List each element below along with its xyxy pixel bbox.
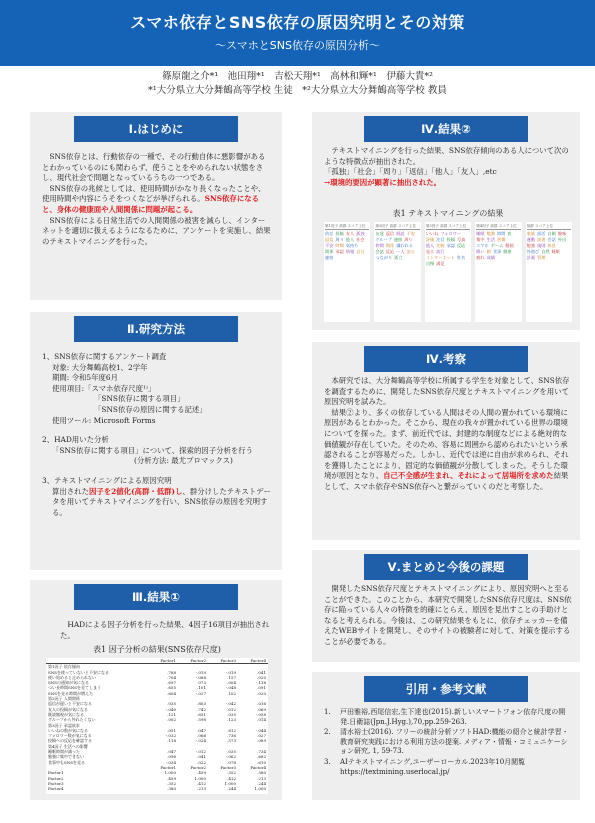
reference-text: AIテキストマイニング,ユーザーローカル.2023年10月閲覧 https://textmining.userlocal.jp/ <box>340 757 526 776</box>
text-mining-word: 部活 <box>537 231 546 236</box>
text-mining-word: 有名 <box>456 255 466 260</box>
text-mining-word: 睡眠 <box>551 249 560 254</box>
reference-number: 3. <box>324 757 331 766</box>
factor-loading: .682 <box>257 754 266 760</box>
intro-heading: Ⅰ.はじめに <box>74 116 238 142</box>
text-mining-word: 返信 <box>385 231 395 236</box>
text-mining-word: 情報 <box>345 249 355 254</box>
text-mining-word: 連絡 <box>393 237 403 242</box>
factor-item-label: Factor2 <box>48 775 64 781</box>
text-mining-column-header: 第2因子 高群 スコア上位 <box>375 223 419 230</box>
factor-loading: .041 <box>197 754 206 760</box>
reference-item <box>324 708 572 727</box>
text-mining-word: 周り <box>404 237 413 242</box>
method-body <box>42 352 274 518</box>
factor-loading: .047 <box>197 727 206 733</box>
summary-section <box>312 550 580 662</box>
factor-loading: 1.000 <box>194 775 206 781</box>
factor-loading: Factor3 <box>208 658 238 664</box>
text-mining-word: 既読 <box>396 231 405 236</box>
text-mining-column <box>324 222 370 322</box>
factor-item-label: 使い始めると止められない <box>48 674 96 680</box>
factor-loading: Factor1 <box>148 658 178 664</box>
factor-loading: .412 <box>197 780 206 786</box>
factor-loading: .604 <box>167 690 176 696</box>
factor-item-label: いいねの数が気になる <box>48 727 88 733</box>
text-mining-word: 周り <box>335 237 344 242</box>
factor-loading: -.088 <box>195 674 206 680</box>
poster-title: スマホ依存とSNS依存の原因究明とその対策 <box>130 13 465 32</box>
factor-loading: .020 <box>257 690 266 696</box>
factor-loading: .069 <box>257 706 266 712</box>
factor-item-label: Factor1 <box>48 770 64 776</box>
factor-loading: -.118 <box>255 680 266 686</box>
method-heading: Ⅱ.研究方法 <box>74 316 238 342</box>
factor-loading: -.019 <box>225 669 236 675</box>
factor-loading: .352 <box>167 780 176 786</box>
factor-loading: .121 <box>167 711 176 717</box>
text-mining-word: 外出 <box>557 237 567 242</box>
factor-loading: Factor2 <box>190 764 206 770</box>
text-mining-word: 夜 <box>507 231 512 236</box>
factor-item-label: 返信が遅いと不安になる <box>48 701 92 707</box>
text-mining-word: いいね <box>425 231 439 236</box>
text-mining-word: 計画 <box>526 255 536 260</box>
text-mining-word: 休息 <box>547 243 556 248</box>
method-step-3-highlight: 因子を2値化(高群・低群)し <box>88 486 183 496</box>
text-mining-word: 自慢 <box>425 261 435 266</box>
reference-number: 1. <box>324 708 331 716</box>
result2-keywords: 「孤独」「社会」「周り」「返信」「他人」「友人」,etc <box>324 167 497 177</box>
factor-loading: .096 <box>167 754 176 760</box>
text-mining-word: 管理 <box>537 255 546 260</box>
method-period: 期間: 令和5年度6月 <box>52 373 118 383</box>
factor-table <box>46 658 268 791</box>
factor-loading: .812 <box>227 727 236 733</box>
factor-loading: Factor4 <box>250 764 266 770</box>
authors-block <box>0 70 595 98</box>
factor-item-label: 第2因子 人間関係 <box>48 696 80 702</box>
discussion-body <box>324 376 572 493</box>
text-mining-column <box>526 222 572 322</box>
text-mining-word: 比較 <box>436 243 445 248</box>
result1-text: HADによる因子分析を行った結果、4因子16項目が抽出された。 <box>60 620 270 640</box>
factor-analysis-table <box>46 658 268 794</box>
method-tool: 使用ツール: Microsoft Forms <box>52 415 156 425</box>
intro-paragraph-2-highlight: SNS依存になると、身体の健康面や人間関係に問題が起こる。 <box>42 194 259 214</box>
reference-item <box>324 728 572 757</box>
result2-conclusion: →環境的要因が顕著に抽出された。 <box>324 177 442 187</box>
intro-body <box>42 152 272 247</box>
text-mining-word: 生活 <box>486 237 495 242</box>
references-heading: 引用・参考文献 <box>364 676 528 702</box>
text-mining-word: 友人 <box>345 231 355 236</box>
factor-loading: 1.000 <box>224 780 236 786</box>
result2-body <box>324 146 572 188</box>
factor-loading: .002 <box>167 717 176 723</box>
factor-loading: .380 <box>167 786 176 792</box>
factor-loading: -.040 <box>165 706 176 712</box>
discussion-heading: Ⅳ.考察 <box>364 346 528 372</box>
text-mining-word: 自分 <box>356 249 365 254</box>
text-mining-column <box>475 222 521 322</box>
factor-item-label: 食事中もSNSを見る <box>48 759 85 765</box>
text-mining-word: 返信 <box>325 237 334 242</box>
poster-subtitle: ～スマホとSNS依存の原因分析～ <box>215 39 380 52</box>
factor-item-label: SNSを使っていないと不安になる <box>48 669 109 675</box>
factor-table-row <box>46 786 268 791</box>
text-mining-word: 成績 <box>486 255 495 260</box>
text-mining-word: 自然 <box>541 249 550 254</box>
text-mining-column <box>425 222 471 322</box>
method-step-3-title: 3、テキストマイニングによる原因究明 <box>42 475 172 485</box>
text-mining-column-header: 第3因子 高群 スコア上位 <box>426 223 470 230</box>
discussion-paragraph-1: 本研究では、大分舞鶴高等学校に所属する学生を対象として、SNS依存を調査するために、開発したSNS依存尺度とテキストマイニングを用いて原因究明を試みた。 <box>324 376 570 407</box>
method-step-2-text: 「SNS依存に関する項目」について、探索的因子分析を行う <box>52 445 254 455</box>
factor-loading: -.048 <box>225 685 236 691</box>
text-mining-column <box>374 222 420 322</box>
factor-loading: -.044 <box>255 727 266 733</box>
factor-loading: .734 <box>257 749 266 755</box>
text-mining-word: 運動 <box>526 237 536 242</box>
discussion-paragraph-2-b: 結果として、スマホ依存やSNS依存へと繋がっていくのだと考察した。 <box>324 471 569 491</box>
factor-item-label: 友人の投稿が気になる <box>48 706 88 712</box>
intro-paragraph-1: SNS依存とは、行動依存の一種で、その行動自体に悪影響があるとわかっているのにも関わらず、使うことをやめられない状態をさし、現代社会で問題となっているうちの一つである。 <box>42 152 266 183</box>
intro-paragraph-2 <box>42 184 272 216</box>
factor-loading: -.058 <box>255 711 266 717</box>
text-mining-word: 関係 <box>325 249 334 254</box>
method-items-2: 「SNS依存に関する項目」 <box>94 394 185 404</box>
factor-loading: .573 <box>227 738 236 744</box>
factor-item-label: グループから外れたくない <box>48 717 96 723</box>
factor-loading: .651 <box>197 711 206 717</box>
text-mining-word: 写真 <box>456 237 466 242</box>
text-mining-word: 友達 <box>375 231 384 236</box>
text-mining-word: 勉強 <box>486 231 495 236</box>
factor-loading: .022 <box>197 759 206 765</box>
method-step-3-text-b: 、群分けしたテキストデータを用いてテキストマイニングを行い、SNS依存の原因を究明する。 <box>52 486 271 517</box>
factor-item-label: Factor3 <box>48 780 64 786</box>
factor-loading: -.034 <box>165 759 176 765</box>
text-mining-word: つながり <box>375 255 393 260</box>
method-step-1-title: 1、SNS依存に関するアンケート調査 <box>42 352 167 361</box>
text-mining-word: 反応 <box>385 249 395 254</box>
text-mining-word: 睡眠 <box>476 231 485 236</box>
factor-loading: .788 <box>167 669 176 675</box>
text-mining-word: 疲れ <box>476 255 485 260</box>
factor-loading: .066 <box>197 733 206 739</box>
factor-item-label: 勉強に集中できない <box>48 754 84 760</box>
factor-loading: .380 <box>257 770 266 776</box>
factor-loading: -.027 <box>195 690 206 696</box>
factor-loading: 1.000 <box>254 786 266 792</box>
text-mining-word: 反応 <box>456 243 466 248</box>
method-step-3-text-a: 算出された <box>52 486 89 496</box>
references-section <box>312 672 580 800</box>
summary-body: 開発したSNS依存尺度とテキストマイニングにより、原因究明へと至ることができた。このことから、本研究で開発したSNS依存尺度は、SNS依存に陥っている人々の特徴を的確にとらえ、原因を見出すことの手助けとなると考えられる。今後は、この研究結果をもとに、依存チェッカーを備えたWEBサイトを開発し、そのサイトの被験者に対して、対策を提示することが必要である。 <box>324 584 572 646</box>
text-mining-word: 連絡 <box>325 255 334 260</box>
factor-loading: .078 <box>227 759 236 765</box>
text-mining-word: 一人 <box>396 249 405 254</box>
text-mining-word: 勉強 <box>526 243 536 248</box>
result1-heading: Ⅲ.結果① <box>74 584 238 610</box>
factor-loading: .118 <box>167 738 176 744</box>
factor-loading: .803 <box>197 701 206 707</box>
text-mining-column-header: 低群 スコア上位 <box>527 223 571 230</box>
factor-loading: .412 <box>227 775 236 781</box>
text-mining-word: 趣味 <box>557 231 567 236</box>
text-mining-word: ゲーム <box>490 243 504 248</box>
factor-loading: .459 <box>167 775 176 781</box>
result2-text-1: テキストマイニングを行った結果、SNS依存傾向のある人について次のような特徴点が抽出された。 <box>324 146 569 166</box>
factor-loading: .598 <box>197 717 206 723</box>
factor-loading: .089 <box>257 738 266 744</box>
factor-loading: .704 <box>167 674 176 680</box>
factor-loading: -.024 <box>195 738 206 744</box>
factor-loading: .091 <box>257 685 266 691</box>
text-mining-word: 嫌われる <box>396 243 413 248</box>
factor-item-label: 第4因子 生活への影響 <box>48 743 88 749</box>
factor-loading: .123 <box>227 717 236 723</box>
text-mining-table <box>324 222 572 322</box>
text-mining-word: グループ <box>375 237 392 242</box>
factor-item-label: 既読無視が気になる <box>48 711 84 717</box>
factor-loading: .047 <box>167 749 176 755</box>
text-mining-word: 自制 <box>547 231 556 236</box>
factor-loading: .610 <box>257 759 266 765</box>
method-step-3-text <box>42 487 274 519</box>
text-mining-word: 健康 <box>503 249 512 254</box>
result2-section <box>312 112 580 330</box>
text-mining-word: 投稿 <box>335 231 344 236</box>
factor-loading: Factor4 <box>238 658 268 664</box>
factor-item-label: Factor4 <box>48 786 64 792</box>
factor-loading: .035 <box>167 701 176 707</box>
method-section <box>30 312 282 570</box>
factor-loading: -.062 <box>225 754 236 760</box>
factor-loading: .459 <box>197 770 206 776</box>
factor-loading: -.032 <box>165 733 176 739</box>
factor-loading: .736 <box>227 733 236 739</box>
factor-loading: Factor1 <box>160 764 176 770</box>
discussion-section <box>312 342 580 540</box>
method-step-2-method: (分析方法: 最尤プロマックス) <box>134 456 233 466</box>
factor-loading: .016 <box>257 701 266 707</box>
text-mining-word: 動画 <box>505 243 514 248</box>
discussion-paragraph-2-a: 結果②より、多くの依存している人間はその人間の置かれている環境に原因があるとわかった。そこから、現在の我々が置かれている世界の環境についてを探った。まず、前近代では、封建的な制度などによる絶対的な価値観が存在していた。そのため、容易に周囲から認められたいという承認されることが容易だった。しかし、近代では逆に自由が求められ、それを獲得したことにより、固定的な価値観が分散してしまった。そうした環境が原因となり、 <box>324 407 569 481</box>
text-mining-word: 眠い <box>476 249 485 254</box>
factor-item-label: SNSを見る時間が増えた <box>48 690 93 696</box>
text-mining-word: 社会 <box>356 237 365 242</box>
text-mining-word: 他人 <box>425 243 435 248</box>
factor-loading: .041 <box>257 669 266 675</box>
factor-loading: .035 <box>227 711 236 717</box>
factor-loading: .697 <box>167 680 176 686</box>
text-mining-word: 朝 <box>486 249 491 254</box>
factor-loading: Factor2 <box>178 658 208 664</box>
reference-text: 戸田雅裕,西尾信宏,生下達也(2015).新しいスマートフォン依存尺度の開発.日衛誌(Jpn.J.Hyg.),70,pp.259-263. <box>340 708 566 726</box>
text-mining-word: 不安 <box>406 231 415 236</box>
factor-loading: .157 <box>227 674 236 680</box>
text-mining-word: 不安 <box>325 243 334 248</box>
text-mining-word: 時間 <box>497 231 506 236</box>
factor-item-label: 第3因子 承認欲求 <box>48 722 80 728</box>
author-affiliations: *¹大分県立大分舞鶴高等学校 生徒 *²大分県立大分舞鶴高等学校 教員 <box>148 85 447 96</box>
text-mining-word: 安心 <box>406 249 415 254</box>
text-mining-word: 関係 <box>385 243 395 248</box>
factor-loading: .073 <box>197 680 206 686</box>
factor-loading: -.019 <box>195 669 206 675</box>
text-mining-word: 外遊び <box>526 249 540 254</box>
text-mining-word: 会話 <box>375 249 384 254</box>
text-mining-word: 家族 <box>526 231 536 236</box>
factor-loading: .004 <box>227 680 236 686</box>
factor-loading: .742 <box>197 706 206 712</box>
result1-table-caption: 表1 因子分析の結果(SNS依存尺度) <box>93 645 221 654</box>
text-mining-word: 仲間 <box>375 243 384 248</box>
text-mining-column-header: 第4因子 高群 スコア上位 <box>476 223 520 230</box>
method-items-1: 使用項目:「スマホ依存尺度¹⁾」 <box>52 383 156 393</box>
text-mining-word: 投稿 <box>446 237 455 242</box>
reference-number: 2. <box>324 728 331 737</box>
text-mining-word: 孤独 <box>356 231 365 236</box>
reference-item <box>324 758 572 777</box>
factor-loading: Factor3 <box>220 764 236 770</box>
text-mining-word: スマホ <box>476 243 489 248</box>
discussion-highlight: 自己不全感が生まれ、それによって居場所を求めた <box>383 471 554 481</box>
factor-loading: .101 <box>197 685 206 691</box>
reference-text: 清水裕士(2016). フリーの統計分析ソフトHAD:機能の紹介と統計学習・教育研究実践における利用方法の提案. メディア・情報・コミュニケーション研究, 1, 59-73. <box>340 728 569 756</box>
method-step-2-title: 2、HAD用いた分析 <box>42 435 109 445</box>
factor-loading: .244 <box>257 780 266 786</box>
discussion-paragraph-2 <box>324 408 572 493</box>
text-mining-word: 見る <box>425 249 435 254</box>
text-mining-word: フォロワー <box>440 231 462 236</box>
text-mining-word: 評価 <box>425 237 435 242</box>
text-mining-word: インターネット <box>425 255 455 260</box>
factor-loading: .213 <box>197 786 206 792</box>
text-mining-word: 規則 <box>537 243 546 248</box>
result2-heading: Ⅳ.結果② <box>364 116 528 142</box>
text-mining-word: 気持ち <box>345 243 359 248</box>
result2-table-caption: 表1 テキストマイニングの結果 <box>392 209 504 218</box>
text-mining-word: 時間 <box>335 243 344 248</box>
method-items-3: 「SNS依存の原因に関する記述」 <box>94 404 207 414</box>
factor-item-label: つい長時間SNSを見てしまう <box>48 685 101 691</box>
factor-loading: .213 <box>257 775 266 781</box>
factor-item-label: 投稿への反応を確認する <box>48 738 92 744</box>
intro-paragraph-2-text: SNS依存の兆候としては、使用時間がかなり長くなったことや、使用時間や内容にうそをつくなどが挙げられる。 <box>42 183 266 204</box>
text-mining-column-header: 第1因子 高群 スコア上位 <box>325 223 369 230</box>
text-mining-word: 依存 <box>325 231 334 236</box>
factor-item-label: 第1因子 依存傾向 <box>48 664 80 670</box>
result1-section <box>30 580 282 800</box>
poster-header <box>0 0 595 66</box>
text-mining-word: 読書 <box>537 237 546 242</box>
text-mining-word: 孤立 <box>394 255 403 260</box>
factor-loading: .014 <box>257 717 266 723</box>
text-mining-word: 満足 <box>436 261 445 266</box>
text-mining-word: 会話 <box>547 237 556 242</box>
factor-loading: .102 <box>227 690 236 696</box>
factor-loading: .012 <box>227 706 236 712</box>
intro-paragraph-3: SNS依存による日常生活での人間関係の被害を減らし、インターネットを適切に扱えるようになるために、アンケートを実施し、結果のテキストマイニングを行った。 <box>42 215 271 246</box>
text-mining-word: 流行 <box>436 249 445 254</box>
text-mining-word: 習慣 <box>497 237 506 242</box>
factor-item-label: フォロワー数が気になる <box>48 733 92 739</box>
summary-heading: Ⅴ.まとめと今後の課題 <box>364 554 528 580</box>
text-mining-word: 承認 <box>335 249 344 254</box>
factor-loading: 1.000 <box>164 770 176 776</box>
factor-loading: .027 <box>257 733 266 739</box>
factor-loading: -.012 <box>195 749 206 755</box>
text-mining-word: 注目 <box>436 237 445 242</box>
factor-loading: .020 <box>257 674 266 680</box>
factor-item-label: 睡眠時間が減った <box>48 749 80 755</box>
references-list <box>324 708 572 778</box>
method-target: 対象: 大分舞鶴高校1、2学年 <box>52 362 148 372</box>
factor-item-label: SNSの通知が気になる <box>48 680 89 686</box>
factor-loading: .352 <box>227 770 236 776</box>
factor-loading: .244 <box>227 786 236 792</box>
factor-loading: .655 <box>167 685 176 691</box>
factor-loading: .035 <box>227 749 236 755</box>
text-mining-word: 食事 <box>492 249 502 254</box>
factor-loading: -.042 <box>225 701 236 707</box>
text-mining-word: 他人 <box>345 237 355 242</box>
text-mining-word: 集中 <box>476 237 485 242</box>
author-names: 篠原龍之介*¹ 池田翔*¹ 吉松天翔*¹ 高林和輝*¹ 伊藤大貴*² <box>162 71 433 82</box>
text-mining-word: 承認 <box>446 243 455 248</box>
factor-loading: .051 <box>167 727 176 733</box>
intro-section <box>30 112 282 300</box>
